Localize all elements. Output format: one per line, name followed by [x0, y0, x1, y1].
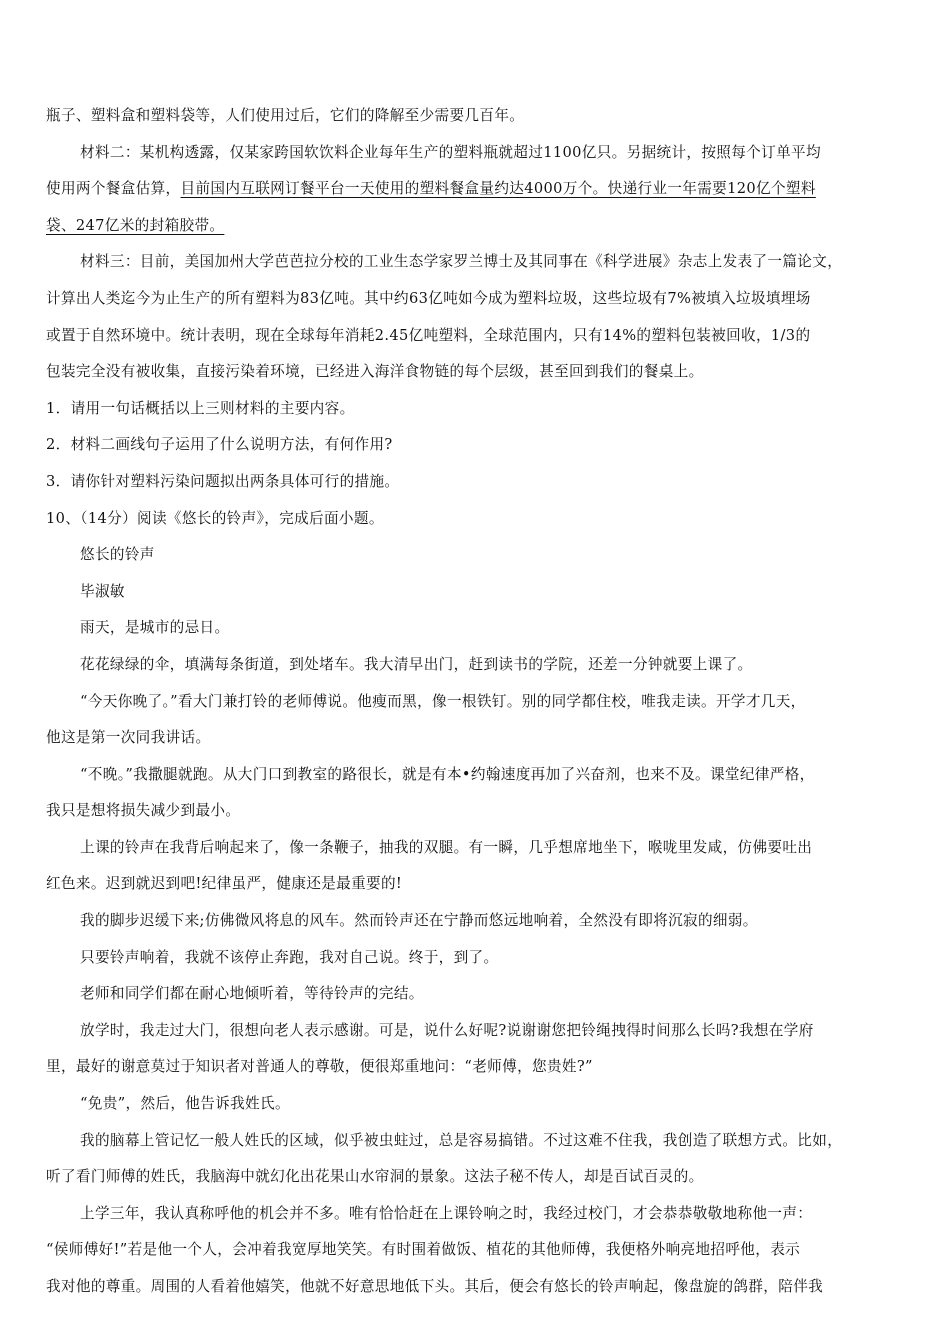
underlined-sentence-part-1: 目前国内互联网订餐平台一天使用的塑料餐盒量约达4000万个。快递行业一年需要120亿个塑料 [180, 180, 816, 198]
paragraph-10: “免贵”，然后，他告诉我姓氏。 [80, 1095, 290, 1113]
question-2: 2．材料二画线句子运用了什么说明方法，有何作用? [46, 436, 393, 454]
question-1: 1．请用一句话概括以上三则材料的主要内容。 [46, 399, 355, 417]
question-3: 3．请你针对塑料污染问题拟出两条具体可行的措施。 [46, 472, 400, 490]
material-three-line-2: 计算出人类迄今为止生产的所有塑料为83亿吨。其中约63亿吨如今成为塑料垃圾，这些垃圾有7%被填入垃圾填埋场 [46, 289, 811, 307]
paragraph-3-line-1: “今天你晚了。”看大门兼打铃的老师傅说。他瘦而黑，像一根铁钉。别的同学都住校，唯我走读。开学才几天， [80, 692, 806, 710]
paragraph-7: 只要铃声响着，我就不该停止奔跑，我对自己说。终于，到了。 [80, 948, 499, 966]
paragraph-11-line-2: 听了看门师傅的姓氏，我脑海中就幻化出花果山水帘洞的景象。这法子秘不传人，却是百试百灵的。 [46, 1168, 704, 1186]
paragraph-4-line-2: 我只是想将损失减少到最小。 [46, 802, 241, 820]
material-three-line-4: 包装完全没有被收集，直接污染着环境，已经进入海洋食物链的每个层级，甚至回到我们的餐桌上。 [46, 363, 704, 381]
paragraph-9-line-1: 放学时，我走过大门，很想向老人表示感谢。可是，说什么好呢?说谢谢您把铃绳拽得时间那么长吗?我想在学府 [80, 1021, 814, 1039]
document-page [46, 98, 908, 1306]
article-title: 悠长的铃声 [80, 546, 155, 564]
paragraph-12-line-3: 我对他的尊重。周围的人看着他嬉笑，他就不好意思地低下头。其后，便会有悠长的铃声响起，像盘旋的鸽群，陪伴我 [46, 1278, 824, 1295]
paragraph-12-line-2: “侯师傅好!”若是他一个人，会冲着我宽厚地笑笑。有时围着做饭、植花的其他师傅，我便格外响亮地招呼他，表示 [46, 1241, 801, 1259]
material-two-line-3 [46, 208, 908, 245]
paragraph-6: 我的脚步迟缓下来;仿佛微风将息的风车。然而铃声还在宁静而悠远地响着，全然没有即将沉寂的细弱。 [80, 912, 758, 930]
material-two-line-2 [46, 171, 908, 208]
paragraph-3-line-2: 他这是第一次同我讲话。 [46, 729, 211, 747]
material-two-line-1: 材料二：某机构透露，仅某家跨国软饮料企业每年生产的塑料瓶就超过1100亿只。另据统计，按照每个订单平均 [80, 143, 821, 161]
paragraph-5-line-1: 上课的铃声在我背后响起来了，像一条鞭子，抽我的双腿。有一瞬，几乎想席地坐下，喉咙里发咸，仿佛要吐出 [80, 838, 813, 856]
paragraph-1: 雨天，是城市的忌日。 [80, 619, 230, 637]
material-three-line-3: 或置于自然环境中。统计表明，现在全球每年消耗2.45亿吨塑料，全球范围内，只有14%的塑料包装被回收，1/3的 [46, 326, 811, 344]
material-three-line-1: 材料三：目前，美国加州大学芭芭拉分校的工业生态学家罗兰博士及其同事在《科学进展》杂志上发表了一篇论文， [80, 253, 843, 271]
paragraph-4-line-1: “不晚。”我撒腿就跑。从大门口到教室的路很长，就是有本•约翰速度再加了兴奋剂，也来不及。课堂纪律严格， [80, 765, 815, 783]
material-two-lead: 使用两个餐盒估算， [46, 180, 181, 198]
paragraph-11-line-1: 我的脑幕上管记忆一般人姓氏的区域，似乎被虫蛀过，总是容易搞错。不过这难不住我，我创造了联想方式。比如， [80, 1131, 843, 1149]
underlined-sentence-part-2: 袋、247亿米的封箱胶带。 [46, 216, 225, 234]
paragraph-2: 花花绿绿的伞，填满每条街道，到处堵车。我大清早出门，赶到读书的学院，还差一分钟就要上课了。 [80, 655, 753, 673]
paragraph-8: 老师和同学们都在耐心地倾听着，等待铃声的完结。 [80, 985, 424, 1003]
paragraph-5-line-2: 红色来。迟到就迟到吧!纪律虽严，健康还是最重要的! [46, 875, 403, 893]
paragraph-9-line-2: 里，最好的谢意莫过于知识者对普通人的尊敬，便很郑重地问：“老师傅，您贵姓?” [46, 1058, 593, 1076]
article-author: 毕淑敏 [80, 582, 125, 600]
material-one-tail: 瓶子、塑料盒和塑料袋等，人们使用过后，它们的降解至少需要几百年。 [46, 107, 525, 124]
question-10-heading: 10、（14分）阅读《悠长的铃声》，完成后面小题。 [46, 509, 384, 527]
paragraph-12-line-1: 上学三年，我认真称呼他的机会并不多。唯有恰恰赶在上课铃响之时，我经过校门，才会恭恭敬敬地称他一声： [80, 1204, 813, 1222]
